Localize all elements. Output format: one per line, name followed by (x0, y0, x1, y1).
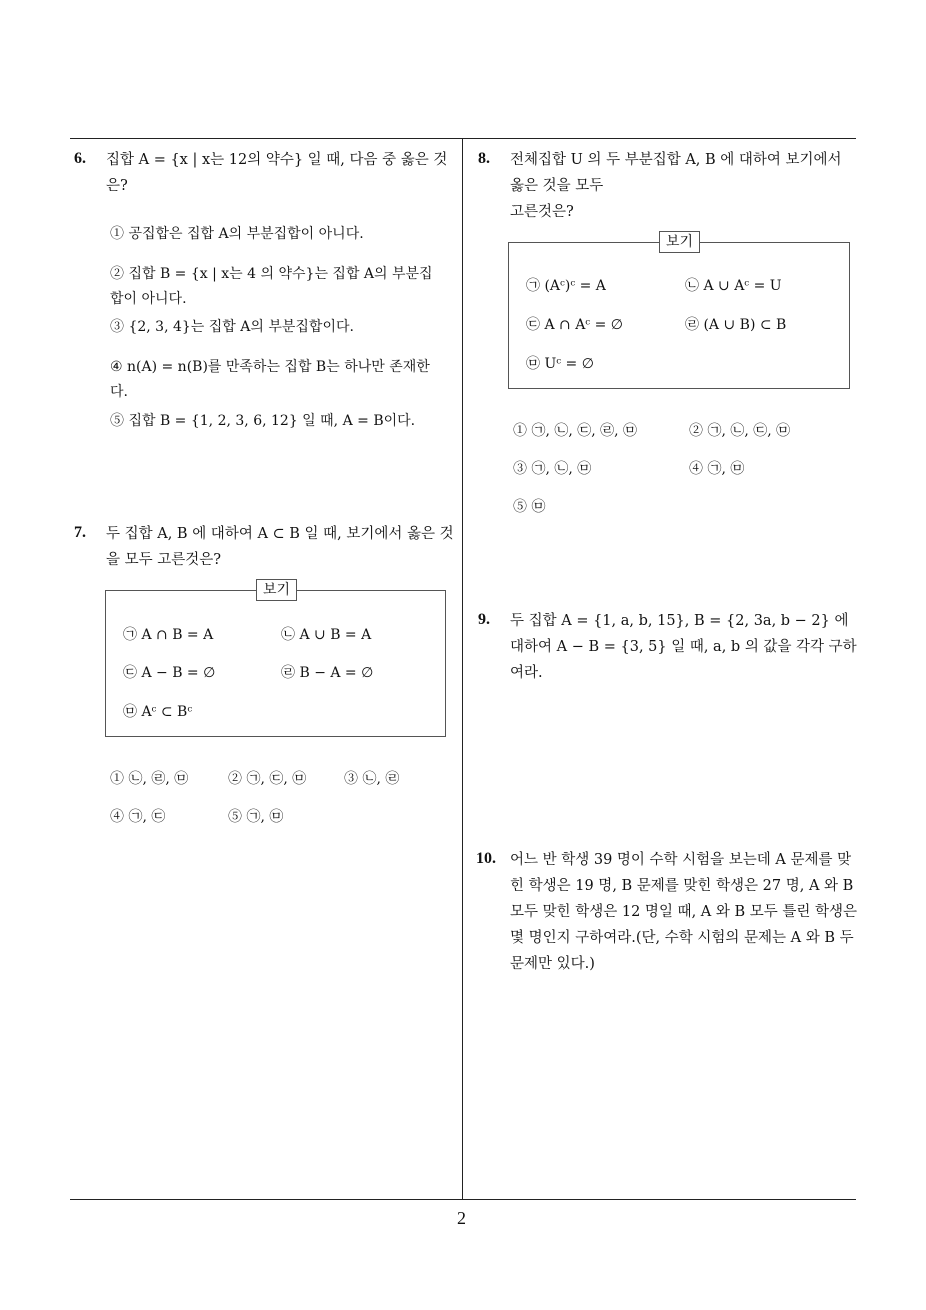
bogi-item: ㉠ (Aᶜ)ᶜ = A (526, 278, 606, 294)
choice-4: ④ ㉠, ㉢ (110, 809, 166, 825)
bottom-rule (70, 1199, 856, 1200)
question-text-line: 옳은 것을 모두 (510, 178, 604, 194)
option-3: ③ {2, 3, 4}는 집합 A의 부분집합이다. (110, 319, 354, 335)
choice-3: ③ ㉡, ㉣ (344, 771, 400, 787)
choice-1: ① ㉡, ㉣, ㉤ (110, 771, 189, 787)
choice-2: ② ㉠, ㉡, ㉢, ㉤ (689, 423, 791, 439)
question-number: 8. (478, 150, 490, 167)
bogi-item: ㉡ A ∪ B = A (281, 627, 372, 643)
bogi-item: ㉣ (A ∪ B) ⊂ B (685, 317, 787, 333)
option-5: ⑤ 집합 B = {1, 2, 3, 6, 12} 일 때, A = B이다. (110, 413, 416, 429)
page-number: 2 (457, 1208, 466, 1228)
option-1: ① 공집합은 집합 A의 부분집합이 아니다. (110, 226, 364, 242)
top-rule (70, 138, 856, 139)
bogi-title: 보기 (256, 579, 297, 601)
bogi-item: ㉡ A ∪ Aᶜ = U (685, 278, 782, 294)
choice-2: ② ㉠, ㉢, ㉤ (228, 771, 307, 787)
choice-5: ⑤ ㉠, ㉤ (228, 809, 284, 825)
bogi-item: ㉣ B − A = ∅ (281, 665, 374, 681)
bogi-item: ㉢ A − B = ∅ (123, 665, 216, 681)
bogi-item: ㉤ Aᶜ ⊂ Bᶜ (123, 704, 193, 720)
option-4: ④ n(A) = n(B)를 만족하는 집합 B는 하나만 존재한다. (110, 359, 430, 400)
choice-5: ⑤ ㉤ (513, 499, 546, 515)
question-text: 집합 A = {x | x는 12의 약수} 일 때, 다음 중 옳은 것은? (106, 152, 448, 194)
choice-4: ④ ㉠, ㉤ (689, 461, 745, 477)
column-divider (462, 138, 463, 1200)
question-number: 10. (476, 850, 496, 867)
question-text: 두 집합 A, B 에 대하여 A ⊂ B 일 때, 보기에서 옳은 것을 모두 고른것은? (106, 526, 454, 568)
question-text-line: 고른것은? (510, 204, 574, 220)
question-number: 6. (74, 150, 86, 167)
question-text-line: 전체집합 U 의 두 부분집합 A, B 에 대하여 보기에서 (510, 152, 842, 168)
question-number: 7. (74, 524, 86, 541)
choice-3: ③ ㉠, ㉡, ㉤ (513, 461, 592, 477)
choice-1: ① ㉠, ㉡, ㉢, ㉣, ㉤ (513, 423, 638, 439)
bogi-item: ㉠ A ∩ B = A (123, 627, 214, 643)
question-text: 두 집합 A = {1, a, b, 15}, B = {2, 3a, b − 2} 에 대하여 A − B = {3, 5} 일 때, a, b 의 값을 각각 구하여라. (510, 613, 857, 681)
bogi-item: ㉢ A ∩ Aᶜ = ∅ (526, 317, 623, 333)
bogi-item: ㉤ Uᶜ = ∅ (526, 356, 594, 372)
option-2: ② 집합 B = {x | x는 4 의 약수}는 집합 A의 부분집합이 아니다. (110, 266, 433, 307)
question-text: 어느 반 학생 39 명이 수학 시험을 보는데 A 문제를 맞힌 학생은 19 명, B 문제를 맞힌 학생은 27 명, A 와 B 모두 맞힌 학생은 12 명일 때, A 와 B 모두 틀린 학생은 몇 명인지 구하여라.(단, 수학 시험의 문제는 A 와 B 두 문제만 있다.) (510, 852, 858, 972)
bogi-title: 보기 (659, 231, 700, 253)
question-number: 9. (478, 611, 490, 628)
